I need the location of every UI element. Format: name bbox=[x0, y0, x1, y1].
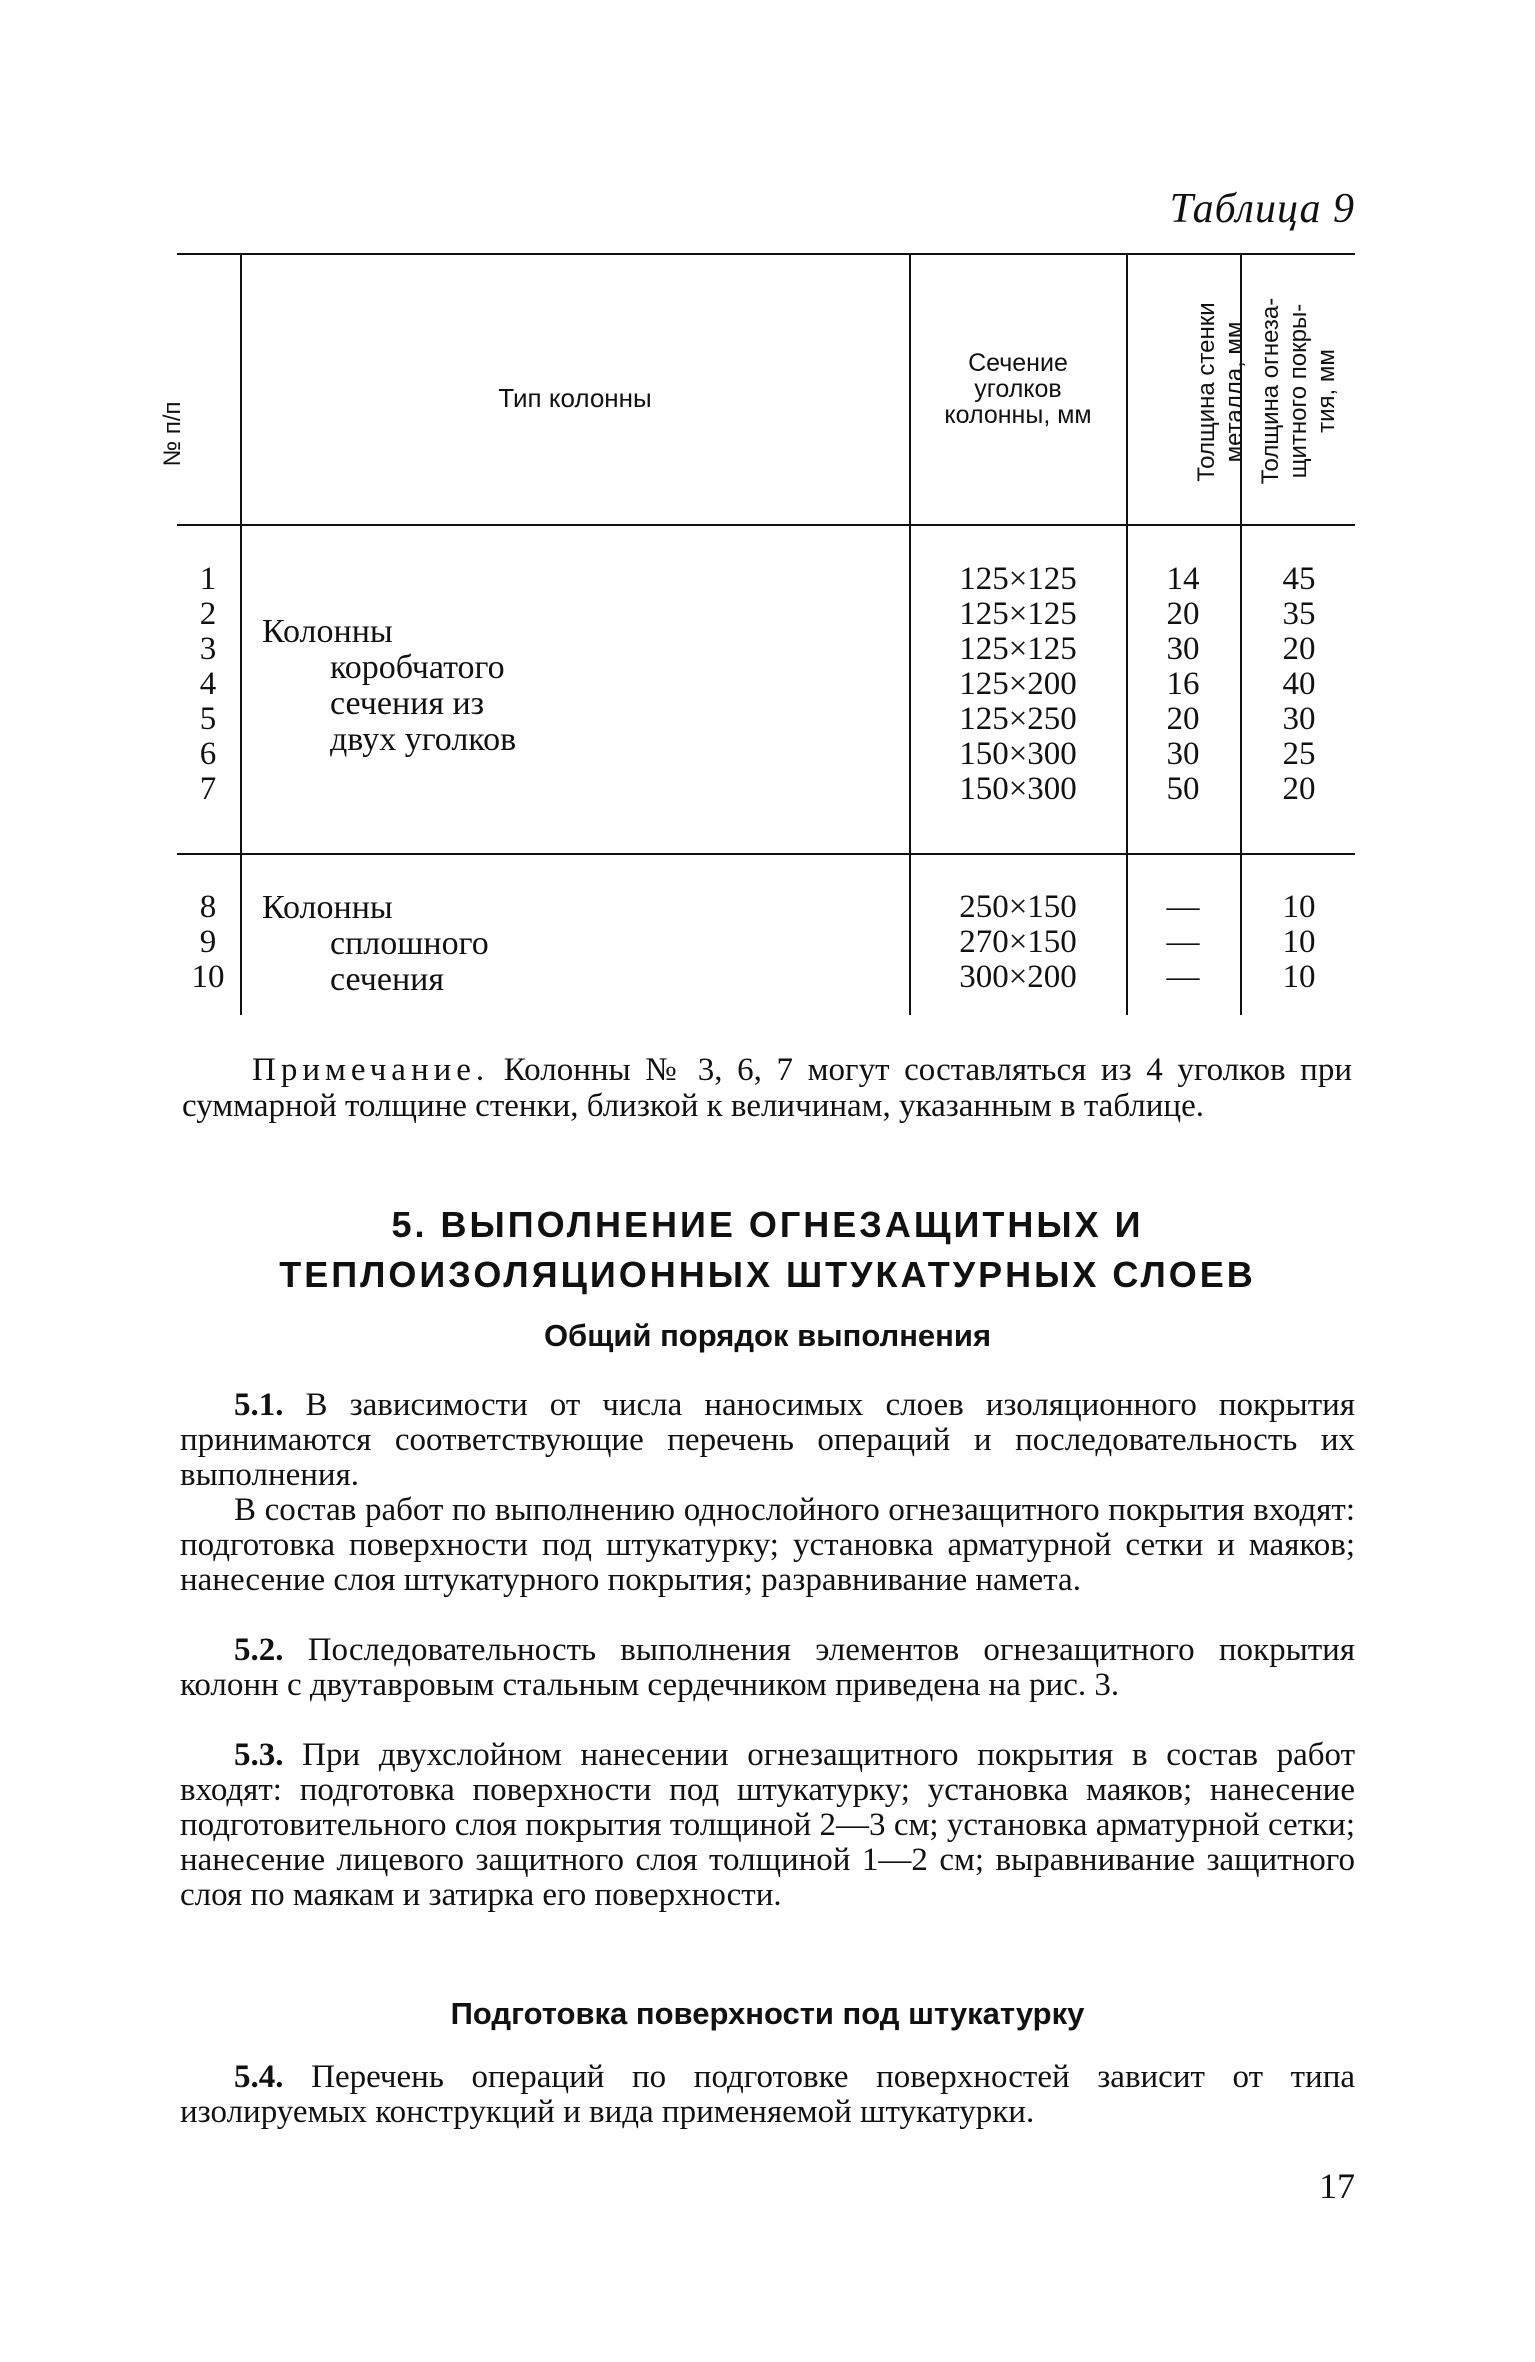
cell-fire: 20 bbox=[1282, 771, 1316, 807]
cell-type-line: сечения bbox=[330, 961, 444, 998]
paragraph-text: Перечень операций по подготовке поверхностей зависит от типа изолируемых конструкций и вида применяемой штукатурки. bbox=[180, 2059, 1355, 2130]
paragraph-5-1 bbox=[180, 1388, 1355, 1493]
cell-section: 150×300 bbox=[959, 736, 1077, 772]
group2-fires bbox=[1243, 890, 1355, 995]
header-wall-line: Толщина стенки bbox=[1193, 302, 1220, 482]
cell-wall: 50 bbox=[1166, 771, 1200, 807]
group2-sections bbox=[912, 890, 1124, 995]
paragraph-text: В зависимости от числа наносимых слоев изоляционного покрытия принимаются соответствующие перечень операций и последовательность их выполнения. bbox=[180, 1387, 1355, 1493]
header-wall bbox=[1193, 262, 1253, 522]
header-wall-line: металла, мм bbox=[1221, 321, 1248, 463]
cell-wall: 20 bbox=[1166, 596, 1200, 632]
table-caption: Таблица 9 bbox=[1169, 186, 1355, 232]
header-fire-line: щитного покры- bbox=[1285, 303, 1312, 479]
cell-num: 8 bbox=[199, 889, 217, 925]
paragraph-number: 5.1. bbox=[234, 1387, 284, 1423]
table-vrule-1 bbox=[240, 255, 242, 1015]
note-label: Примечание. bbox=[252, 1052, 490, 1088]
cell-fire: 10 bbox=[1282, 889, 1316, 925]
group2-walls bbox=[1128, 890, 1238, 995]
cell-wall: 30 bbox=[1166, 736, 1200, 772]
header-section-line: уголков bbox=[974, 375, 1062, 403]
paragraph-number: 5.2. bbox=[234, 1632, 284, 1668]
cell-type-line: двух уголков bbox=[330, 721, 517, 758]
cell-wall: — bbox=[1166, 959, 1200, 995]
cell-type-line: сплошного bbox=[330, 925, 489, 962]
cell-wall: 20 bbox=[1166, 701, 1200, 737]
paragraph-text: В состав работ по выполнению однослойного огнезащитного покрытия входят: подготовка поверхности под штукатурку; установка арматурной сетки и маяков; нанесение слоя штукатурного покрытия; разравнивание намета. bbox=[180, 1492, 1355, 1598]
paragraph-number: 5.3. bbox=[234, 1737, 284, 1773]
cell-wall: — bbox=[1166, 889, 1200, 925]
page-number: 17 bbox=[1319, 2166, 1355, 2206]
group1-nums bbox=[180, 562, 236, 807]
group2-type bbox=[262, 890, 489, 998]
cell-wall: 16 bbox=[1166, 666, 1200, 702]
header-section bbox=[912, 350, 1124, 428]
group1-type bbox=[262, 614, 516, 758]
cell-section: 125×125 bbox=[959, 561, 1077, 597]
table-note bbox=[182, 1052, 1352, 1124]
cell-num: 1 bbox=[199, 561, 217, 597]
table-header-rule bbox=[177, 524, 1355, 526]
cell-num: 3 bbox=[199, 631, 217, 667]
header-section-line: Сечение bbox=[968, 349, 1068, 377]
cell-section: 125×125 bbox=[959, 631, 1077, 667]
cell-num: 5 bbox=[199, 701, 217, 737]
cell-type-line: сечения из bbox=[330, 685, 485, 722]
group1-walls bbox=[1128, 562, 1238, 807]
header-fire bbox=[1257, 261, 1343, 521]
cell-section: 125×250 bbox=[959, 701, 1077, 737]
cell-section: 270×150 bbox=[959, 924, 1077, 960]
cell-wall: — bbox=[1166, 924, 1200, 960]
cell-section: 250×150 bbox=[959, 889, 1077, 925]
header-section-line: колонны, мм bbox=[944, 401, 1092, 429]
header-fire-line: тия, мм bbox=[1313, 349, 1340, 433]
paragraph-text: Последовательность выполнения элементов огнезащитного покрытия колонн с двутавровым стальным сердечником приведена на рис. 3. bbox=[180, 1632, 1355, 1703]
cell-type-line: коробчатого bbox=[330, 649, 505, 686]
cell-fire: 25 bbox=[1282, 736, 1316, 772]
paragraph-text: При двухслойном нанесении огнезащитного покрытия в состав работ входят: подготовка поверхности под штукатурку; установка маяков; нанесение подготовительного слоя покрытия толщиной 2—3 см; установка арматурной сетки; нанесение лицевого защитного слоя толщиной 1—2 см; выравнивание защитного слоя по маякам и затирка его поверхности. bbox=[180, 1737, 1355, 1913]
cell-section: 125×200 bbox=[959, 666, 1077, 702]
note-text: Колонны № 3, 6, 7 могут составляться из 4 уголков при суммарной толщине стенки, близкой к величинам, указанным в таблице. bbox=[182, 1052, 1352, 1124]
table-top-rule bbox=[177, 253, 1355, 255]
cell-fire: 40 bbox=[1282, 666, 1316, 702]
group2-nums bbox=[180, 890, 236, 995]
cell-num: 9 bbox=[199, 924, 217, 960]
paragraph-5-3 bbox=[180, 1738, 1355, 1913]
header-fire-line: Толщина огнеза- bbox=[1257, 297, 1284, 485]
table-vrule-2 bbox=[909, 255, 911, 1015]
cell-wall: 30 bbox=[1166, 631, 1200, 667]
cell-num: 2 bbox=[199, 596, 217, 632]
group1-fires bbox=[1243, 562, 1355, 807]
cell-section: 125×125 bbox=[959, 596, 1077, 632]
paragraph-5-4 bbox=[180, 2060, 1355, 2130]
cell-num: 6 bbox=[199, 736, 217, 772]
cell-fire: 45 bbox=[1282, 561, 1316, 597]
cell-section: 150×300 bbox=[959, 771, 1077, 807]
header-num: № п/п bbox=[159, 401, 186, 467]
cell-type-line: Колонны bbox=[262, 889, 393, 926]
cell-fire: 10 bbox=[1282, 959, 1316, 995]
subtitle-general-order: Общий порядок выполнения bbox=[543, 1318, 992, 1353]
cell-fire: 30 bbox=[1282, 701, 1316, 737]
cell-wall: 14 bbox=[1166, 561, 1200, 597]
cell-fire: 35 bbox=[1282, 596, 1316, 632]
table-group-rule bbox=[177, 853, 1355, 855]
group1-sections bbox=[912, 562, 1124, 807]
cell-num: 7 bbox=[199, 771, 217, 807]
cell-num: 4 bbox=[199, 666, 217, 702]
paragraph-5-1b bbox=[180, 1493, 1355, 1598]
header-type: Тип колонны bbox=[498, 383, 652, 413]
section-title bbox=[180, 1200, 1355, 1300]
paragraph-number: 5.4. bbox=[234, 2059, 284, 2095]
section-title-line: 5. ВЫПОЛНЕНИЕ ОГНЕЗАЩИТНЫХ И bbox=[391, 1204, 1144, 1245]
cell-num: 10 bbox=[191, 959, 225, 995]
cell-fire: 20 bbox=[1282, 631, 1316, 667]
cell-fire: 10 bbox=[1282, 924, 1316, 960]
subtitle-surface-prep: Подготовка поверхности под штукатурку bbox=[450, 1996, 1085, 2031]
cell-type-line: Колонны bbox=[262, 613, 393, 650]
paragraph-5-2 bbox=[180, 1633, 1355, 1703]
section-title-line: ТЕПЛОИЗОЛЯЦИОННЫХ ШТУКАТУРНЫХ СЛОЕВ bbox=[279, 1254, 1256, 1295]
cell-section: 300×200 bbox=[959, 959, 1077, 995]
